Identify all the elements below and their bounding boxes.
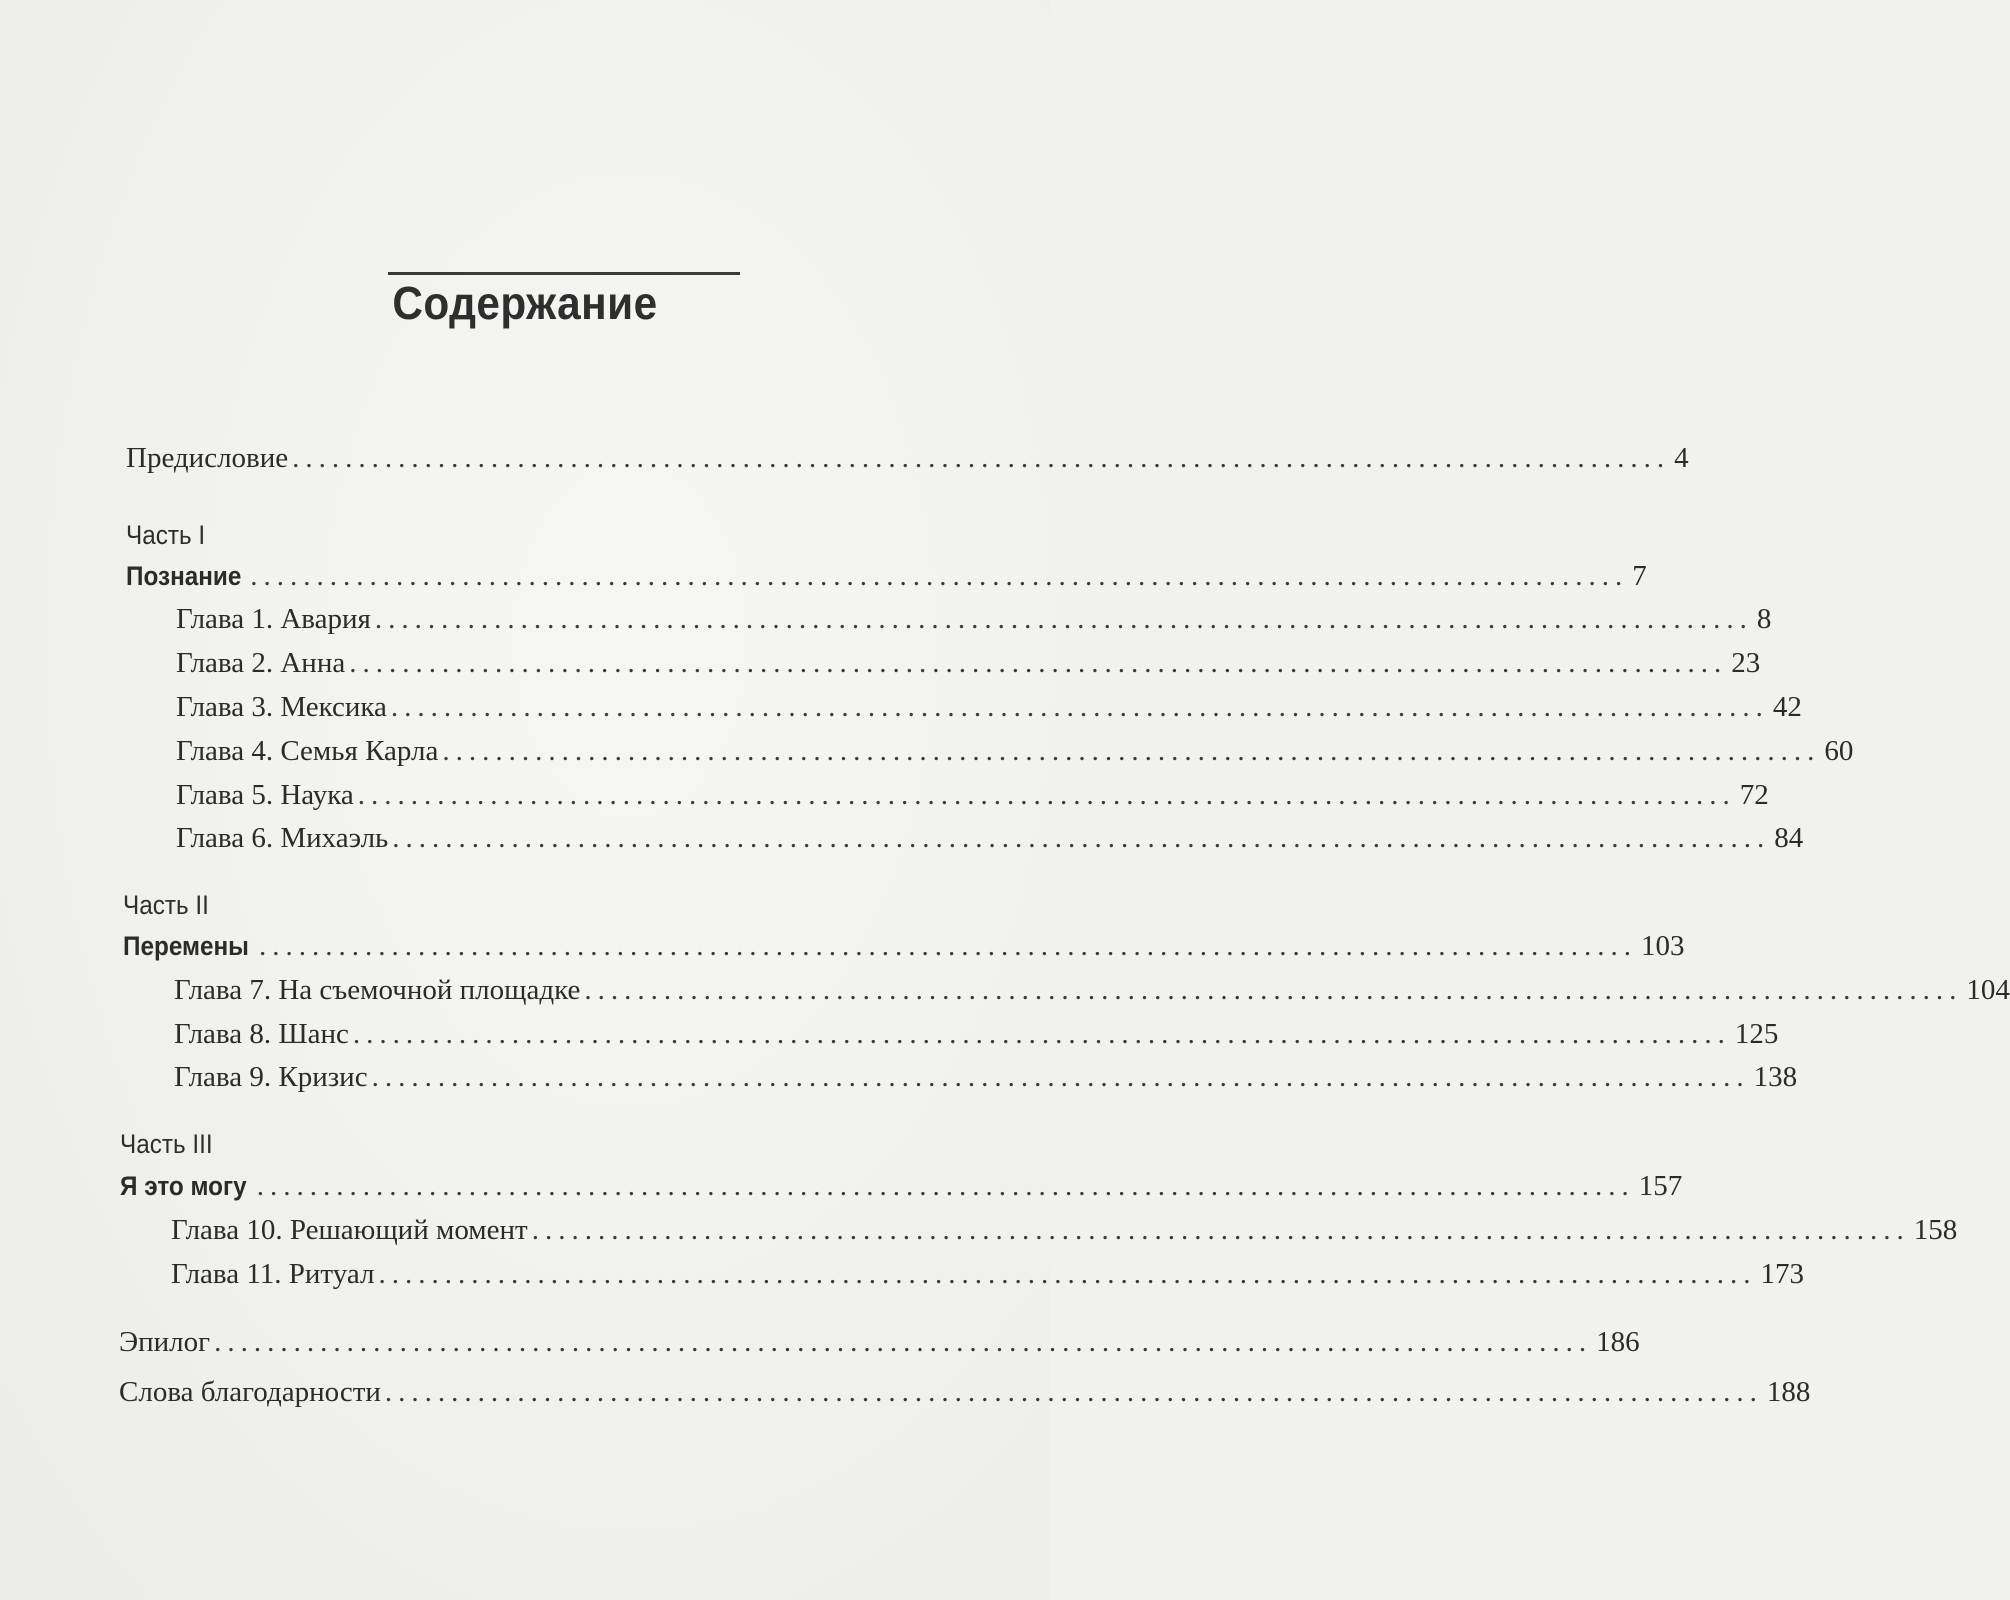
toc-entry-label: Глава 3. Мексика	[176, 691, 387, 723]
toc-entry-page: 125	[1734, 1018, 1779, 1050]
toc-entry-label: Глава 4. Семья Карла	[176, 735, 439, 767]
toc-entry-chapter[interactable]	[174, 1061, 1798, 1101]
toc-entry-label: Глава 10. Решающий момент	[171, 1214, 528, 1246]
leader-dots: ........................................................................................................	[292, 442, 1671, 474]
leader-dots: ........................................................................................................	[258, 930, 1637, 962]
toc-entry-chapter[interactable]	[174, 974, 2010, 1014]
toc-entry-part[interactable]	[120, 1170, 1683, 1210]
toc-entry-label: Глава 8. Шанс	[174, 1018, 349, 1050]
toc-entry-page: 157	[1638, 1170, 1683, 1202]
toc-entry-part[interactable]	[126, 560, 1647, 600]
leader-dots: ........................................................................................................	[349, 647, 1728, 679]
toc-entry-page: 158	[1913, 1214, 1958, 1246]
toc-entry-page: 173	[1760, 1258, 1804, 1290]
toc-entry-page: 104	[1966, 974, 2010, 1006]
toc-entry-page: 8	[1756, 603, 1772, 635]
leader-dots: ........................................................................................................	[384, 1376, 1763, 1408]
toc-entry-label: Я это могу	[120, 1171, 247, 1201]
part-label: Часть I	[126, 520, 206, 550]
toc-entry-label: Предисловие	[126, 442, 289, 474]
leader-dots: ........................................................................................................	[371, 1061, 1750, 1093]
leader-dots: ........................................................................................................	[214, 1326, 1593, 1358]
page-title: Содержание	[392, 277, 658, 329]
toc-entry-page: 188	[1766, 1376, 1811, 1408]
leader-dots: ........................................................................................................	[442, 735, 1821, 767]
toc-entry-label: Глава 11. Ритуал	[171, 1258, 375, 1290]
leader-dots: ........................................................................................................	[531, 1214, 1910, 1246]
part-label: Часть II	[123, 890, 209, 920]
toc-entry-label: Глава 7. На съемочной площадке	[174, 974, 581, 1006]
toc-entry-page: 72	[1739, 779, 1769, 811]
title-rule	[388, 272, 740, 275]
toc-entry-chapter[interactable]	[176, 735, 1854, 775]
toc-entry-page: 60	[1824, 735, 1854, 767]
toc-entry-label: Эпилог	[119, 1326, 211, 1358]
toc-entry-chapter[interactable]	[176, 691, 1802, 731]
toc-entry-preface[interactable]	[126, 442, 1689, 482]
toc-entry-chapter[interactable]	[176, 822, 1804, 862]
toc-entry-label: Глава 6. Михаэль	[176, 822, 389, 854]
toc-entry-chapter[interactable]	[176, 779, 1769, 819]
toc-entry-page: 7	[1632, 560, 1647, 592]
toc-entry-chapter[interactable]	[171, 1214, 1958, 1254]
toc-entry-chapter[interactable]	[176, 603, 1772, 643]
leader-dots: ........................................................................................................	[584, 974, 1963, 1006]
toc-entry-page: 42	[1772, 691, 1802, 723]
toc-entry-page: 4	[1674, 442, 1689, 474]
toc-entry-label: Слова благодарности	[119, 1376, 381, 1408]
leader-dots: ........................................................................................................	[256, 1170, 1635, 1202]
leader-dots: ........................................................................................................	[250, 560, 1629, 592]
leader-dots: ........................................................................................................	[374, 603, 1753, 635]
toc-entry-label: Глава 5. Наука	[176, 779, 354, 811]
toc-entry-page: 103	[1640, 930, 1685, 962]
toc-entry-label: Глава 9. Кризис	[174, 1061, 368, 1093]
toc-entry-part[interactable]	[123, 930, 1685, 970]
toc-entry-chapter[interactable]	[176, 647, 1761, 687]
toc-entry-acknowledgements[interactable]	[119, 1376, 1811, 1416]
leader-dots: ........................................................................................................	[357, 779, 1736, 811]
toc-entry-chapter[interactable]	[171, 1258, 1804, 1298]
part-label: Часть III	[120, 1129, 213, 1159]
leader-dots: ........................................................................................................	[390, 691, 1769, 723]
leader-dots: ........................................................................................................	[378, 1258, 1757, 1290]
toc-entry-page: 186	[1596, 1326, 1640, 1358]
leader-dots: ........................................................................................................	[352, 1018, 1731, 1050]
toc-entry-page: 84	[1774, 822, 1804, 854]
toc-entry-label: Познание	[126, 561, 242, 591]
toc-entry-label: Глава 2. Анна	[176, 647, 346, 679]
toc-entry-epilogue[interactable]	[119, 1326, 1640, 1366]
toc-entry-label: Глава 1. Авария	[176, 603, 371, 635]
toc-entry-label: Перемены	[123, 931, 249, 961]
toc-entry-page: 138	[1753, 1061, 1798, 1093]
toc-entry-chapter[interactable]	[174, 1018, 1779, 1058]
leader-dots: ........................................................................................................	[392, 822, 1771, 854]
toc-entry-page: 23	[1731, 647, 1761, 679]
